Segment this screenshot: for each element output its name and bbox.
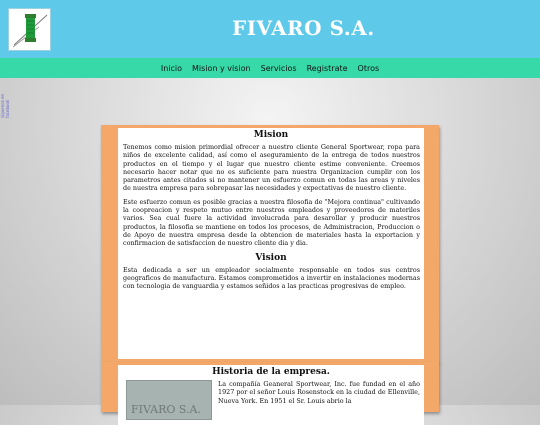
historia-content bbox=[118, 365, 424, 425]
vision-paragraph: Esta dedicada a ser un empleador socialmente responsable en todos sus centros geograficos de manufactura. Estamos comprometidos a invertir en instalaciones modernas con tecnologia de vanguardia y estamos señidos a las practicas progresivas de empleo. bbox=[123, 265, 420, 291]
nav-item-otros[interactable]: Otros bbox=[357, 63, 380, 73]
historia-image-text: FIVARO S.A. bbox=[131, 403, 201, 416]
thread-spool-needle-icon bbox=[9, 9, 52, 52]
historia-heading: Historia de la empresa. bbox=[212, 367, 330, 377]
mision-vision-content bbox=[118, 128, 424, 359]
site-header bbox=[0, 0, 540, 58]
nav-item-mision-vision[interactable]: Mision y vision bbox=[192, 63, 251, 73]
vision-heading: Vision bbox=[255, 252, 287, 263]
mision-vision-panel bbox=[101, 125, 439, 363]
historia-image bbox=[126, 380, 212, 420]
site-logo[interactable] bbox=[8, 8, 51, 51]
nav-item-inicio[interactable]: Inicio bbox=[160, 63, 182, 73]
main-nav bbox=[0, 58, 540, 78]
social-side-link[interactable]: siguenos en facebook bbox=[0, 93, 10, 118]
nav-item-registrate[interactable]: Registrate bbox=[306, 63, 348, 73]
mision-paragraph-1: Tenemos como mision primordial ofrecer a nuestro cliente General Sportwear, ropa para niños de excelente calidad, así como el aseguramiento de la entrega de todos nuestros productos en el tiempo y el lugar que nuestro cliente estime conveniente. Creemos necesario hacer notar que no es suficiente para nuestra Organizacion cumplir con los parametros antes citados si no mantener un esfuerzo comun en todas las areas y niveles de nuestra empresa para sobrepasar las necesidades y expectativas de nuestro cliente. bbox=[123, 143, 420, 193]
site-title: FIVARO S.A. bbox=[232, 16, 375, 40]
historia-body bbox=[118, 380, 424, 420]
nav-item-servicios[interactable]: Servicios bbox=[260, 63, 297, 73]
historia-panel bbox=[101, 362, 439, 416]
mision-heading: Mision bbox=[253, 130, 289, 140]
historia-paragraph: La compañía Geaneral Sportwear, Inc. fue fundad en el año 1927 por el señor Louis Rosenstock en la ciudad de Ellenville, Nueva York. En 1951 el Sr. Louis abrio la bbox=[218, 380, 420, 405]
mision-paragraph-2: Este esfuerzo comun es posible gracias a nuestra filosofia de "Mejora continua" cultivando la coopreacion y respeto mutuo entre nuestros empleados y proveedores de materiles varios. Sea cual fuere la actividad involucrada para desarollar y producir nuestros productos, la filosofia se mantiene en todos los procesos, de Administracion, Produccion o de Apoyo de nuestra empresa desde la obtencion de materiales hasta la exportacion y confirmacion de satisfaccion de nuestro cliente dia y dia. bbox=[123, 197, 420, 248]
